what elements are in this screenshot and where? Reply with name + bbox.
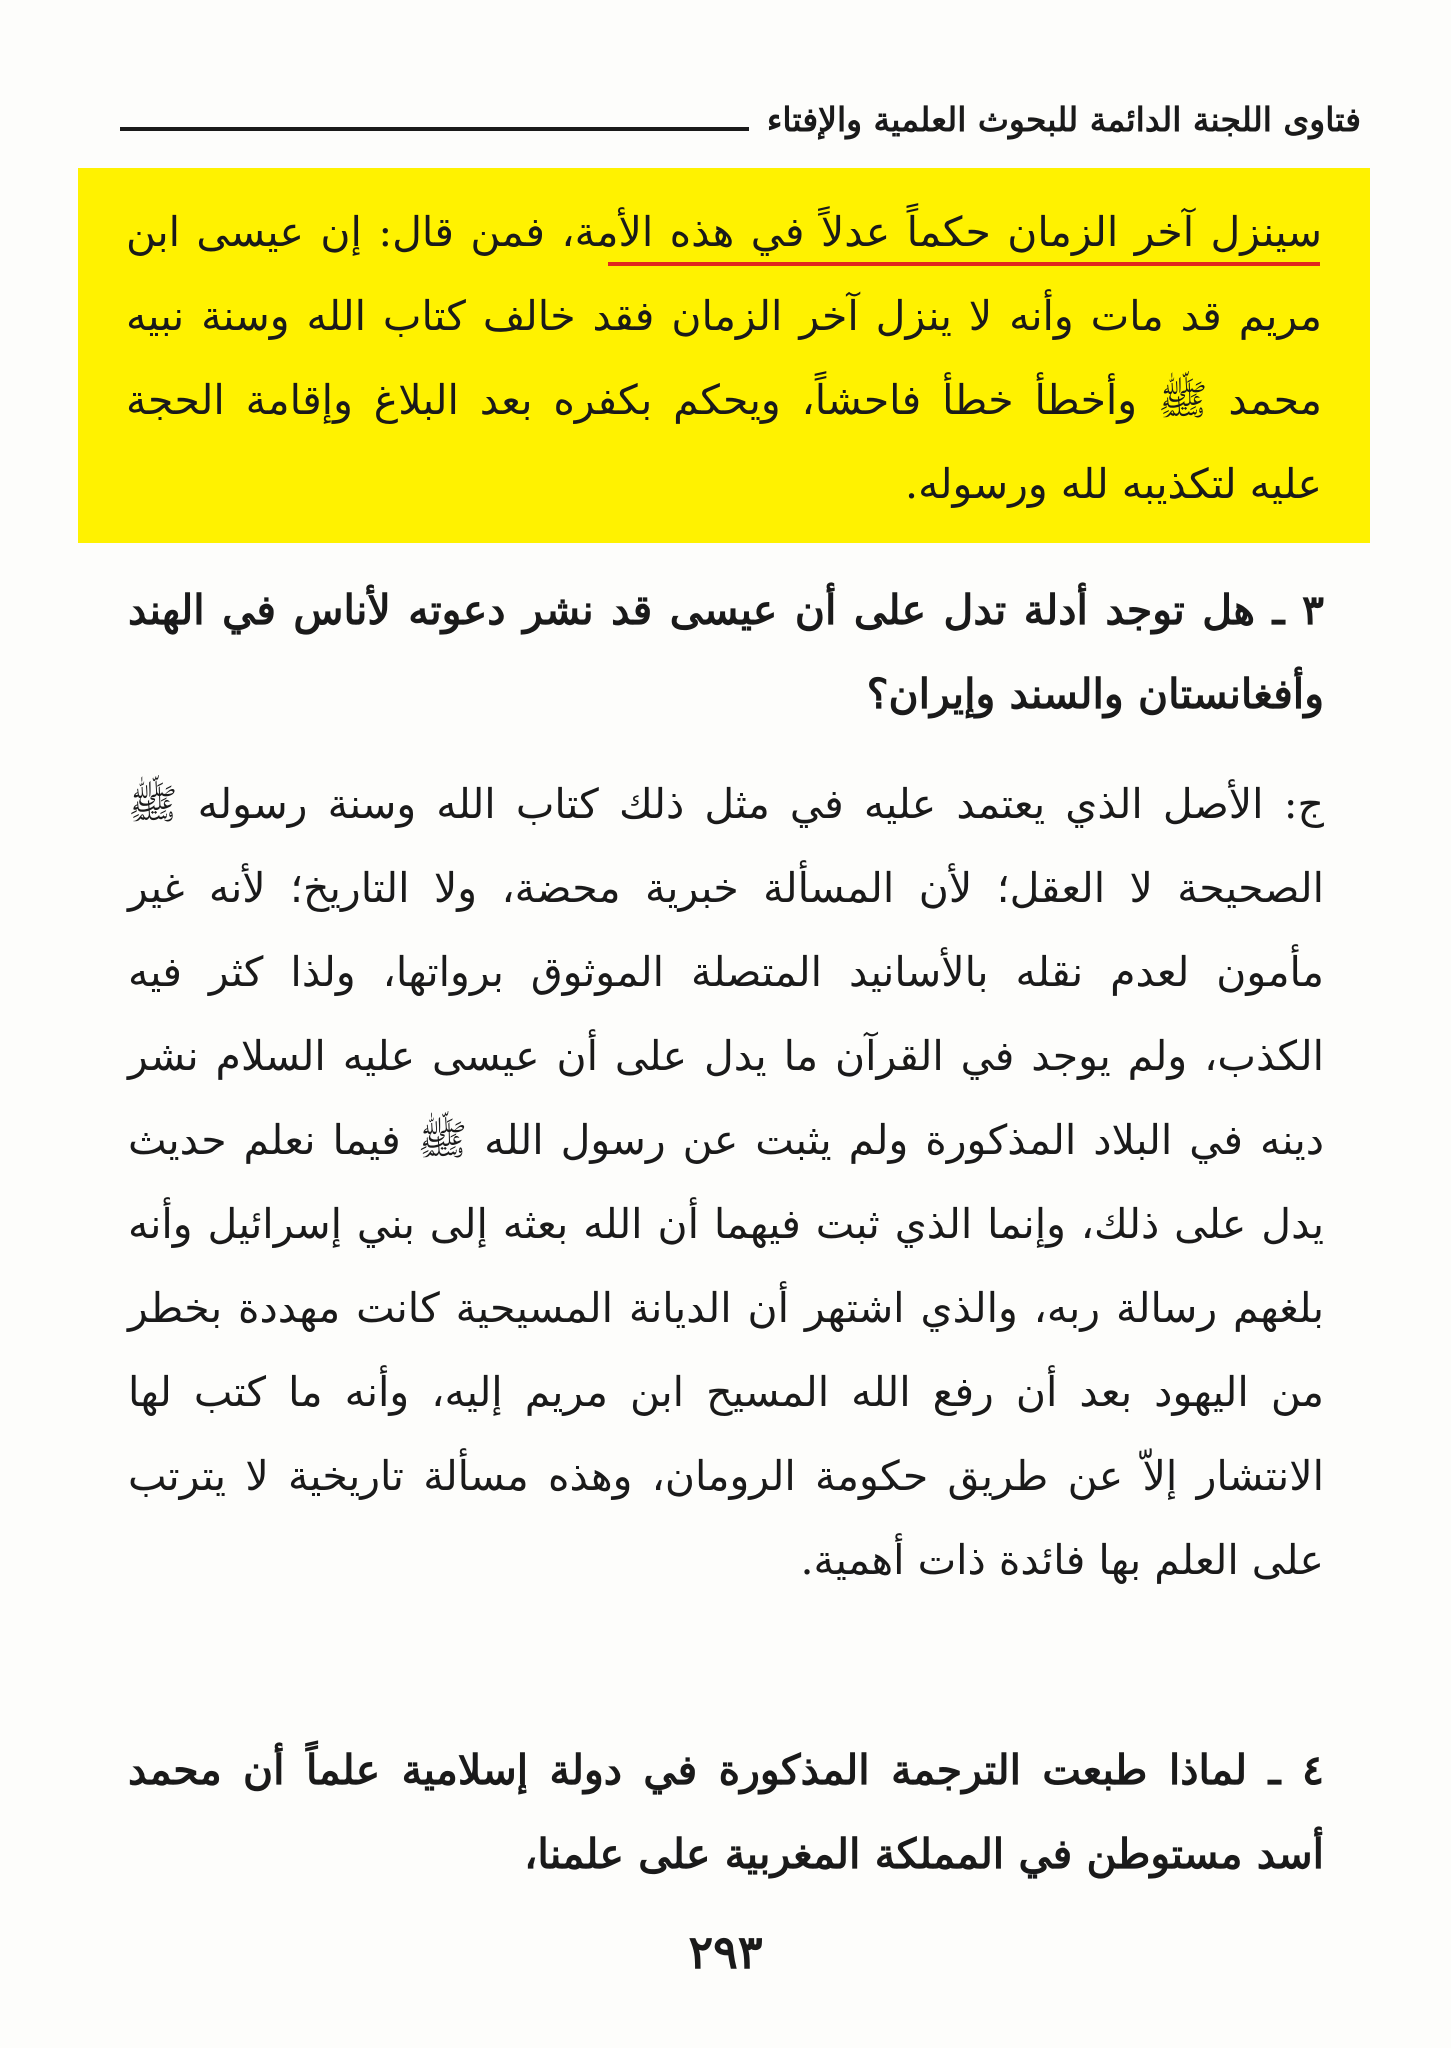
header-rule xyxy=(120,127,749,131)
answer-3 xyxy=(128,762,1324,1602)
page-number: ٢٩٣ xyxy=(688,1925,763,1979)
question-4-text: ٤ ـ لماذا طبعت الترجمة المذكورة في دولة إسلامية علماً أن محمد أسد مستوطن في المملكة المغربية على علمنا، xyxy=(128,1746,1324,1878)
highlighted-paragraph xyxy=(126,190,1322,526)
running-header xyxy=(120,100,1361,139)
header-title: فتاوى اللجنة الدائمة للبحوث العلمية والإفتاء xyxy=(766,100,1361,139)
highlighted-text: سينزل آخر الزمان حكماً عدلاً في هذه الأمة، فمن قال: إن عيسى ابن مريم قد مات وأنه لا ينزل آخر الزمان فقد خالف كتاب الله وسنة نبيه محمد ﷺ وأخطأ خطأ فاحشاً، ويحكم بكفره بعد البلاغ وإقامة الحجة عليه لتكذيبه لله ورسوله. xyxy=(126,208,1322,508)
highlighted-passage xyxy=(78,168,1370,543)
answer-3-text: ج: الأصل الذي يعتمد عليه في مثل ذلك كتاب الله وسنة رسوله ﷺ الصحيحة لا العقل؛ لأن المسألة خبرية محضة، ولا التاريخ؛ لأنه غير مأمون لعدم نقله بالأسانيد المتصلة الموثوق برواتها، ولذا كثر فيه الكذب، ولم يوجد في القرآن ما يدل على أن عيسى عليه السلام نشر دينه في البلاد المذكورة ولم يثبت عن رسول الله ﷺ فيما نعلم حديث يدل على ذلك، وإنما الذي ثبت فيهما أن الله بعثه إلى بني إسرائيل وأنه بلغهم رسالة ربه، والذي اشتهر أن الديانة المسيحية كانت مهددة بخطر من اليهود بعد أن رفع الله المسيح ابن مريم إليه، وأنه ما كتب لها الانتشار إلاّ عن طريق حكومة الرومان، وهذه مسألة تاريخية لا يترتب على العلم بها فائدة ذات أهمية. xyxy=(128,780,1324,1584)
question-4 xyxy=(128,1728,1324,1896)
question-3-text: ٣ ـ هل توجد أدلة تدل على أن عيسى قد نشر دعوته لأناس في الهند وأفغانستان والسند وإيران؟ xyxy=(128,586,1324,718)
red-underline-annotation xyxy=(608,262,1320,266)
question-3 xyxy=(128,568,1324,736)
